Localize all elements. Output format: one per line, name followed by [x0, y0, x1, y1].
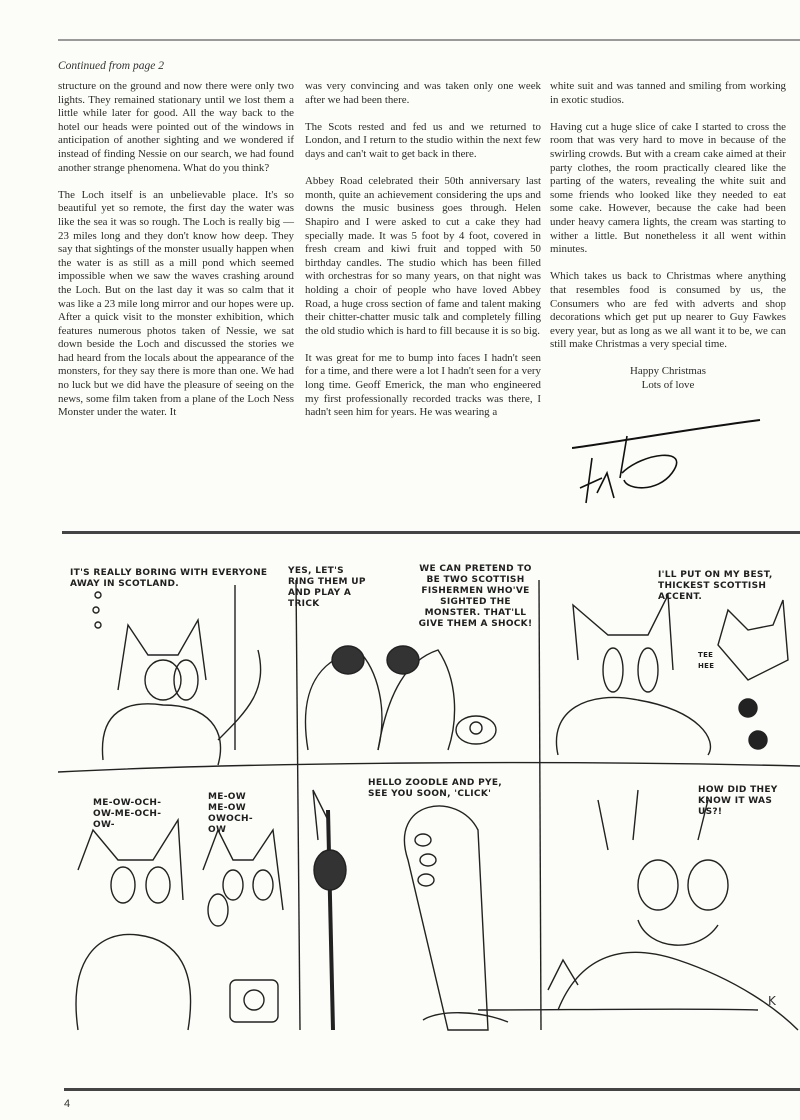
paragraph: was very convincing and was taken only one week after we had been there. — [305, 80, 541, 106]
paragraph: The Loch itself is an unbelievable place. It's so beautiful yet so remote, the first day the water was like the sea it was so rough. The Loch is really big — 23 miles long and they don't know how deep. They say that sightings of the monster usually happen when the water is as still as a mill pond which seemed impossible when we saw the waves crashing around the Loch. But on the last day it was so calm that it was like a 23 mile long mirror and our hopes were up. After a quick visit to the monster exhibition, which features numerous photos taken of Nessie, we sat down beside the Loch and discussed the stories we had heard from the locals about the appearance of the monsters, for they say there is more than one. We had no luck but we did have the pleasure of seeing on the news, some film taken from a plane of the Loch Ness Monster under the water. It — [58, 188, 294, 419]
article-column-3 — [550, 80, 786, 393]
speech-bubble: YES, LET'S RING THEM UP AND PLAY A TRICK — [288, 566, 366, 609]
speech-bubble: HOW DID THEY KNOW IT WAS US?! — [698, 785, 778, 817]
speech-bubble: WE CAN PRETEND TO BE TWO SCOTTISH FISHERMEN WHO'VE SIGHTED THE MONSTER. THAT'LL GIVE THEM A SHOCK! — [418, 564, 533, 629]
article-column-2 — [305, 80, 541, 433]
continued-label: Continued from page 2 — [58, 60, 164, 72]
speech-bubble: IT'S REALLY BORING WITH EVERYONE AWAY IN SCOTLAND. — [70, 568, 268, 589]
top-rule — [58, 39, 800, 41]
speech-bubble: TEE HEE — [698, 651, 715, 670]
panel-divider — [539, 580, 541, 1030]
speech-bubble: ME-OW ME-OW OWOCH-OW — [208, 792, 253, 835]
paragraph: The Scots rested and fed us and we returned to London, and I return to the studio within the next few days and can't wait to get back in there. — [305, 120, 541, 160]
closing-greeting: Happy Christmas — [630, 365, 706, 378]
section-divider — [62, 531, 800, 534]
paragraph: It was great for me to bump into faces I hadn't seen for a time, and there were a lot I hadn't seen for a very long time. Geoff Emerick, the man who engineered my first professionally recorded tracks was there, I hadn't seen him for years. He was wearing a — [305, 351, 542, 419]
closing-love: Lots of love — [641, 379, 695, 392]
paragraph: Abbey Road celebrated their 50th anniversary last month, quite an achievement considering the ups and downs the music business goes through. Helen Shapiro and I were asked to cut a cake they had specially made. It was 5 foot by 4 foot, covered in fresh cream and kiwi fruit and topped with 50 birthday candles. The studio which has been filled with orchestras for so many years, on that night was holding a choir of people who have loved Abbey Road, a huge cross section of fame and talent making their chitter-chatter music talk and completely filling the old studio which is hard to fill because it is so big. — [305, 175, 541, 337]
signature — [572, 418, 762, 508]
speech-bubble: I'LL PUT ON MY BEST, THICKEST SCOTTISH ACCENT. — [658, 570, 773, 602]
page-number: 4 — [64, 1098, 71, 1110]
speech-bubble: HELLO ZOODLE AND PYE, SEE YOU SOON, 'CLICK' — [368, 778, 503, 799]
speech-bubble: ME-OW-OCH-OW-ME-OCH-OW- — [93, 798, 162, 830]
article-column-1 — [58, 80, 294, 433]
comic-strip — [58, 540, 800, 1070]
bottom-rule — [64, 1088, 800, 1091]
paragraph: white suit and was tanned and smiling from working in exotic studios. — [550, 80, 786, 106]
paragraph: Which takes us back to Christmas where anything that resembles food is consumed by us, the Consumers who are fed with adverts and shop decorations which get put up nearer to Guy Fawkes every year, but as long as we all want it to be, we can still make Christmas a very special time. — [550, 270, 786, 351]
panel-divider — [58, 763, 800, 772]
paragraph: Having cut a huge slice of cake I started to cross the room that was very hard to move in because of the swirling crowds. But with a cream cake aimed at their party clothes, the room practically cleared like the parting of the waters, revealing the white suit and some friends who looked like they needed to eat some cake. However, because the cake had been under heavy camera lights, the cream was starting to wither a little. But nonetheless it all went within minutes. — [550, 120, 786, 256]
panel-divider — [296, 580, 300, 1030]
artist-mark: K — [768, 994, 776, 1008]
paragraph: structure on the ground and now there were only two lights. They remained stationary until we lost them a little while later for good. All the way back to the hotel our heads were pointed out of the windows in anticipation of another sighting and we wondered if instead of finding Nessie on our search, we had found another strange phenomena. What do you think? — [58, 80, 294, 174]
